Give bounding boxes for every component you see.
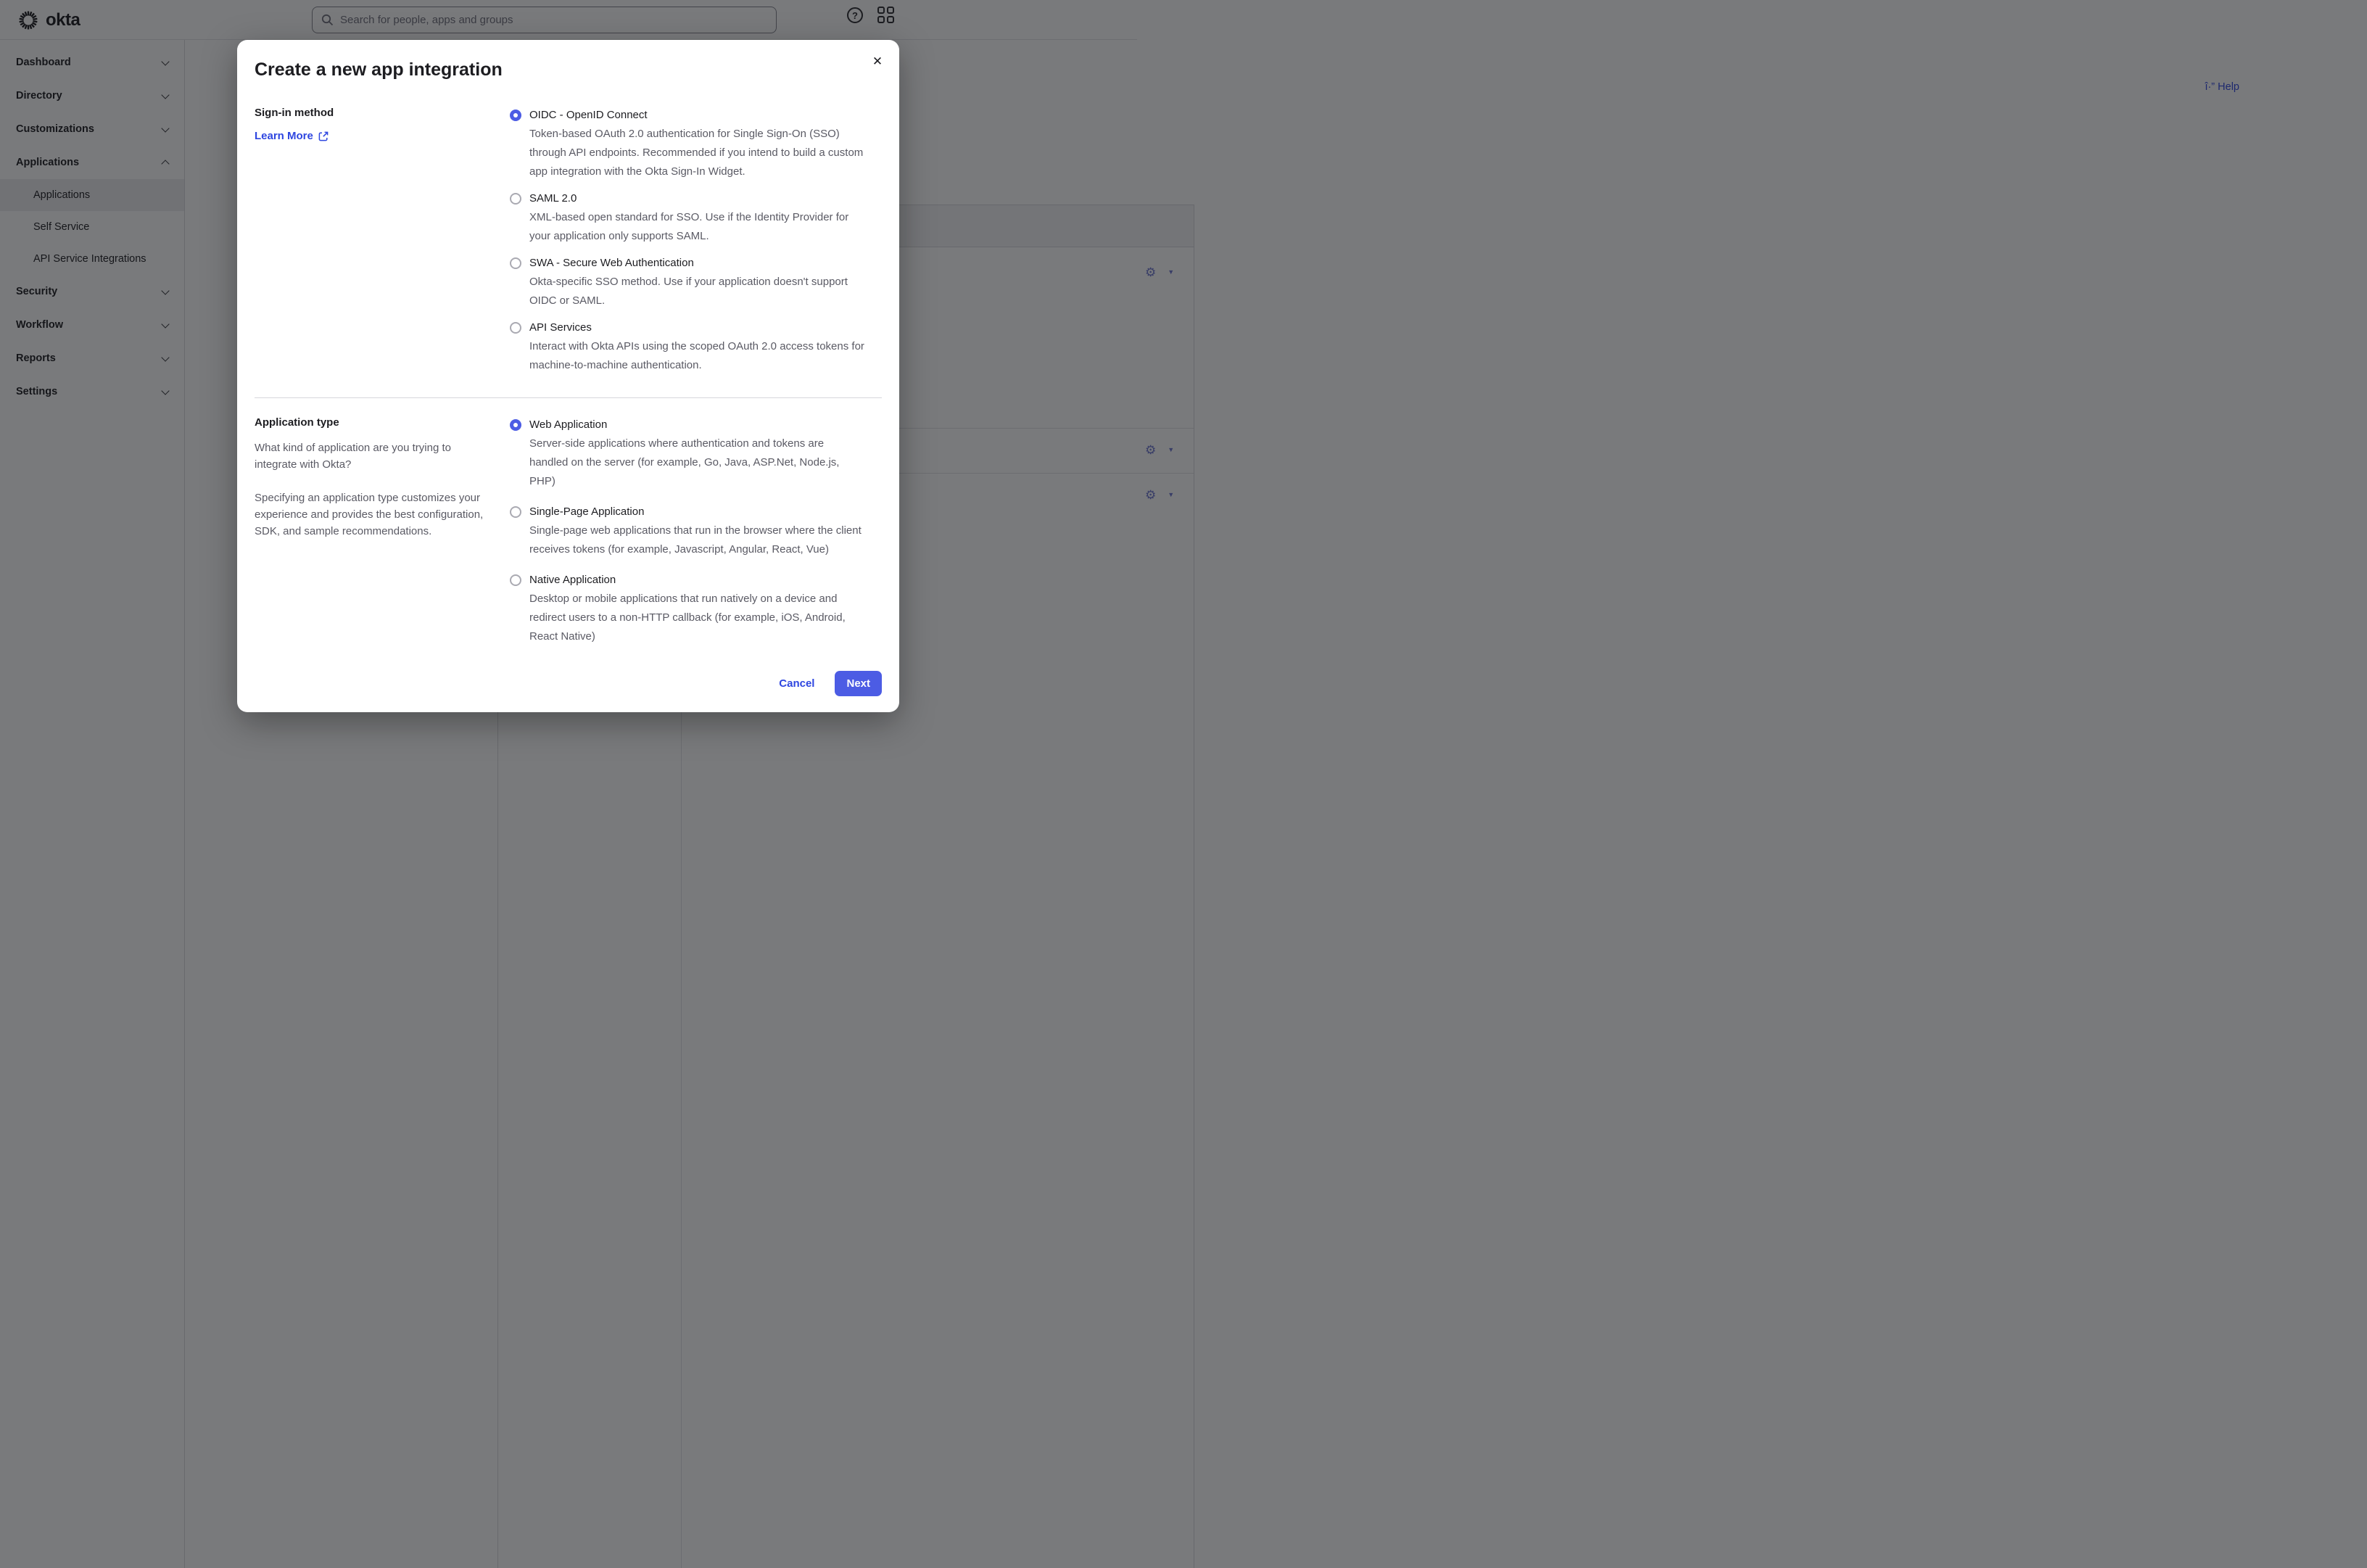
radio-option-api-services: API Services Interact with Okta APIs using the scoped OAuth 2.0 access tokens for machine-to-machine authentication. [510, 318, 864, 375]
option-description: Token-based OAuth 2.0 authentication for Single Sign-On (SSO) through API endpoints. Recommended if you intend to build a custom app integration with the Okta Sign-In Widget. [529, 128, 864, 178]
radio-option-web-application: Web Application Server-side applications where authentication and tokens are handled on the server (for example, Go, Java, ASP.Net, Node.js, PHP) [510, 416, 864, 491]
signin-method-section [255, 106, 882, 383]
radio-selected-icon[interactable] [510, 110, 521, 121]
external-link-icon [318, 131, 329, 141]
option-description: Interact with Okta APIs using the scoped OAuth 2.0 access tokens for machine-to-machine authentication. [529, 340, 864, 371]
radio-unselected-icon[interactable] [510, 506, 521, 518]
learn-more-link[interactable]: Learn More [255, 130, 488, 142]
next-button[interactable]: Next [835, 671, 882, 696]
option-description: Single-page web applications that run in the browser where the client receives tokens (for example, Javascript, Angular, React, Vue) [529, 524, 862, 556]
create-app-integration-modal [237, 40, 899, 712]
option-description: Desktop or mobile applications that run natively on a device and redirect users to a non-HTTP callback (for example, iOS, Android, React Native) [529, 593, 846, 643]
radio-option-oidc: OIDC - OpenID Connect Token-based OAuth 2.0 authentication for Single Sign-On (SSO) through API endpoints. Recommended if you intend to build a custom app integration with the Okta Sign-In Widget. [510, 106, 864, 181]
modal-footer [237, 671, 899, 712]
application-type-section [255, 416, 882, 658]
radio-option-saml: SAML 2.0 XML-based open standard for SSO. Use if the Identity Provider for your application only supports SAML. [510, 189, 864, 246]
application-type-label: Application type [255, 416, 339, 429]
modal-title: Create a new app integration [255, 59, 503, 80]
radio-unselected-icon[interactable] [510, 193, 521, 205]
section-divider [255, 397, 882, 398]
radio-unselected-icon[interactable] [510, 322, 521, 334]
application-type-note: Specifying an application type customizes your experience and provides the best configuration, SDK, and sample recommendations. [255, 492, 484, 537]
radio-unselected-icon[interactable] [510, 574, 521, 586]
option-description: Okta-specific SSO method. Use if your application doesn't support OIDC or SAML. [529, 276, 848, 307]
option-description: XML-based open standard for SSO. Use if the Identity Provider for your application only supports SAML. [529, 211, 849, 242]
radio-option-single-page-application: Single-Page Application Single-page web applications that run in the browser where the client receives tokens (for example, Javascript, Angular, React, Vue) [510, 503, 864, 559]
radio-option-native-application: Native Application Desktop or mobile applications that run natively on a device and redirect users to a non-HTTP callback (for example, iOS, Android, React Native) [510, 571, 864, 646]
radio-selected-icon[interactable] [510, 419, 521, 431]
close-icon[interactable]: ✕ [867, 51, 888, 72]
option-description: Server-side applications where authentication and tokens are handled on the server (for example, Go, Java, ASP.Net, Node.js, PHP) [529, 437, 840, 487]
radio-option-swa: SWA - Secure Web Authentication Okta-specific SSO method. Use if your application doesn't support OIDC or SAML. [510, 254, 864, 310]
cancel-button[interactable]: Cancel [779, 677, 815, 690]
application-type-question: What kind of application are you trying to integrate with Okta? [255, 442, 451, 471]
radio-unselected-icon[interactable] [510, 257, 521, 269]
signin-method-label: Sign-in method [255, 107, 334, 119]
